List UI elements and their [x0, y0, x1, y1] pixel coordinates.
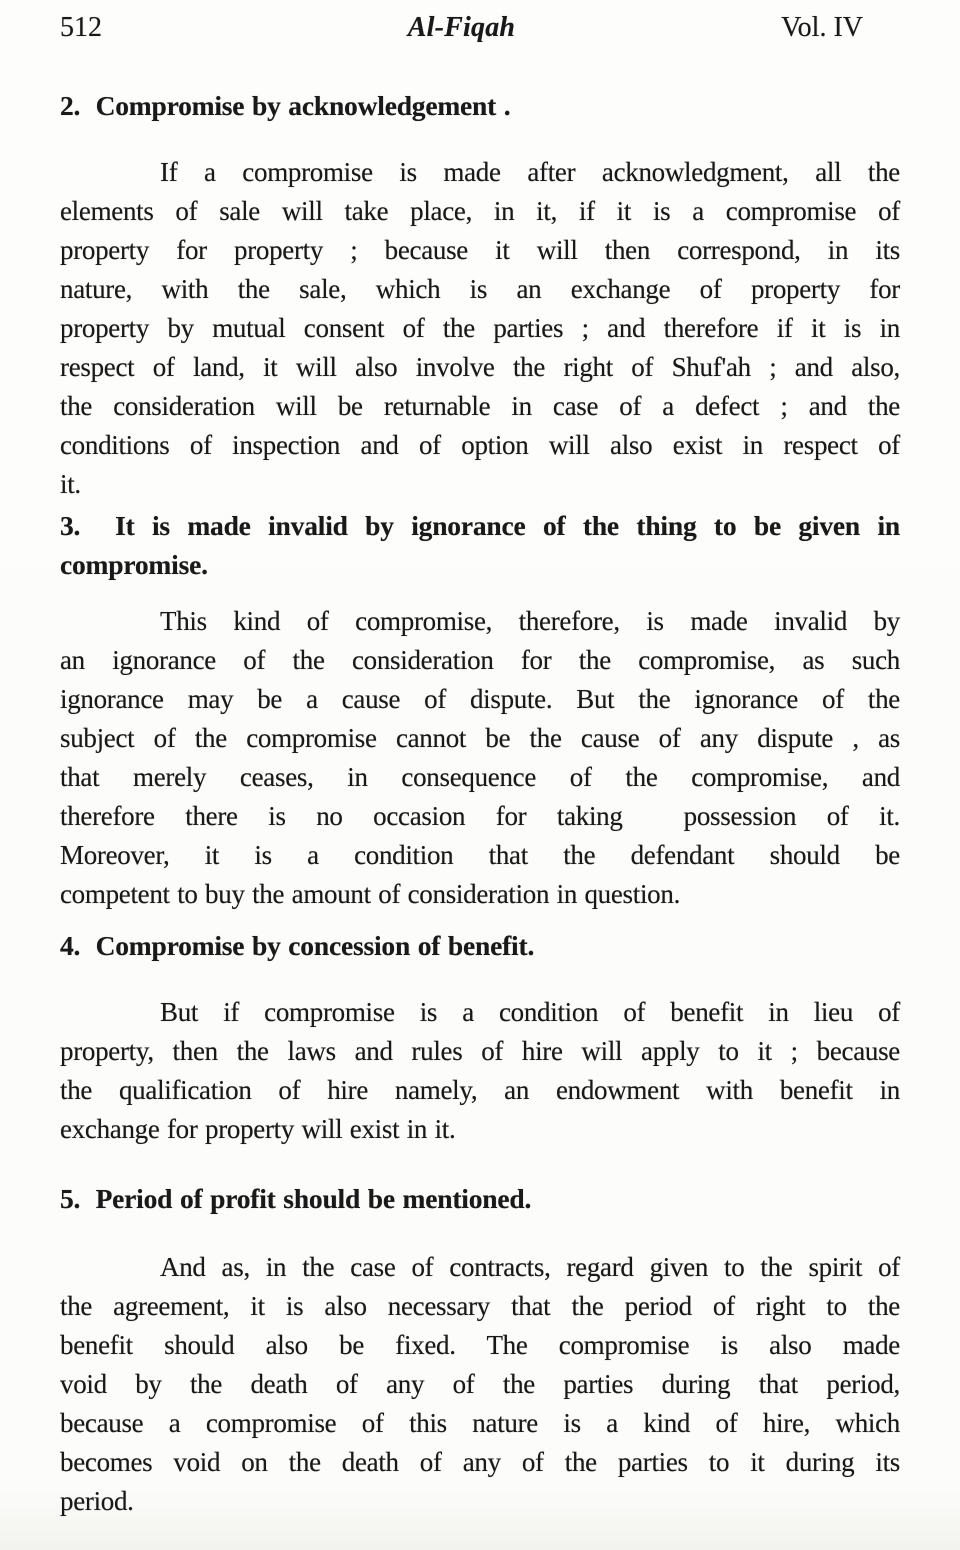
text-line: 2. Compromise by acknowledgement .	[60, 90, 511, 121]
text-line: subject of the compromise cannot be the cause of any dispute , as	[60, 723, 900, 753]
section-4-heading	[60, 926, 900, 965]
text-line: the qualification of hire namely, an endowment with benefit in	[60, 1075, 900, 1105]
page-number: 512	[60, 12, 102, 43]
text-line: conditions of inspection and of option will also exist in respect of	[60, 430, 900, 460]
text-line: Moreover, it is a condition that the defendant should be	[60, 840, 900, 870]
text-line: 3. It is made invalid by ignorance of the thing to be given in	[60, 510, 900, 541]
text-line: 4. Compromise by concession of benefit.	[60, 930, 535, 961]
section-5-heading	[60, 1179, 900, 1218]
text-line: respect of land, it will also involve the right of Shuf'ah ; and also,	[60, 352, 900, 382]
text-line: that merely ceases, in consequence of the compromise, and	[60, 762, 900, 792]
running-header	[60, 12, 900, 44]
text-line: competent to buy the amount of consideration in question.	[60, 879, 681, 909]
text-line: But if compromise is a condition of benefit in lieu of	[160, 997, 900, 1027]
page-content	[60, 86, 900, 1521]
text-line: exchange for property will exist in it.	[60, 1114, 456, 1144]
section-3-paragraph	[60, 602, 900, 914]
text-line: nature, with the sale, which is an exchange of property for	[60, 274, 900, 304]
text-line: the consideration will be returnable in case of a defect ; and the	[60, 391, 900, 421]
text-line: property by mutual consent of the parties ; and therefore if it is in	[60, 313, 900, 343]
section-4-paragraph	[60, 993, 900, 1149]
volume-label: Vol. IV	[781, 12, 863, 43]
book-title: Al-Fiqah	[407, 12, 516, 43]
text-line: benefit should also be fixed. The compromise is also made	[60, 1330, 900, 1360]
text-line: compromise.	[60, 549, 208, 580]
text-line: period.	[60, 1486, 134, 1516]
text-line: If a compromise is made after acknowledgment, all the	[160, 157, 900, 187]
section-3-heading	[60, 506, 900, 584]
text-line: property for property ; because it will then correspond, in its	[60, 235, 900, 265]
section-2-paragraph	[60, 153, 900, 504]
text-line: an ignorance of the consideration for the compromise, as such	[60, 645, 900, 675]
text-line: because a compromise of this nature is a kind of hire, which	[60, 1408, 900, 1438]
text-line: And as, in the case of contracts, regard given to the spirit of	[160, 1252, 900, 1282]
text-line: the agreement, it is also necessary that the period of right to the	[60, 1291, 900, 1321]
text-line: property, then the laws and rules of hire will apply to it ; because	[60, 1036, 900, 1066]
text-line: therefore there is no occasion for taking possession of it.	[60, 801, 900, 831]
section-2-heading	[60, 86, 900, 125]
text-line: 5. Period of profit should be mentioned.	[60, 1183, 532, 1214]
text-line: void by the death of any of the parties during that period,	[60, 1369, 900, 1399]
text-line: This kind of compromise, therefore, is made invalid by	[160, 606, 900, 636]
text-line: elements of sale will take place, in it, if it is a compromise of	[60, 196, 900, 226]
text-line: ignorance may be a cause of dispute. But the ignorance of the	[60, 684, 900, 714]
text-line: it.	[60, 469, 81, 499]
section-5-paragraph	[60, 1248, 900, 1521]
text-line: becomes void on the death of any of the parties to it during its	[60, 1447, 900, 1477]
